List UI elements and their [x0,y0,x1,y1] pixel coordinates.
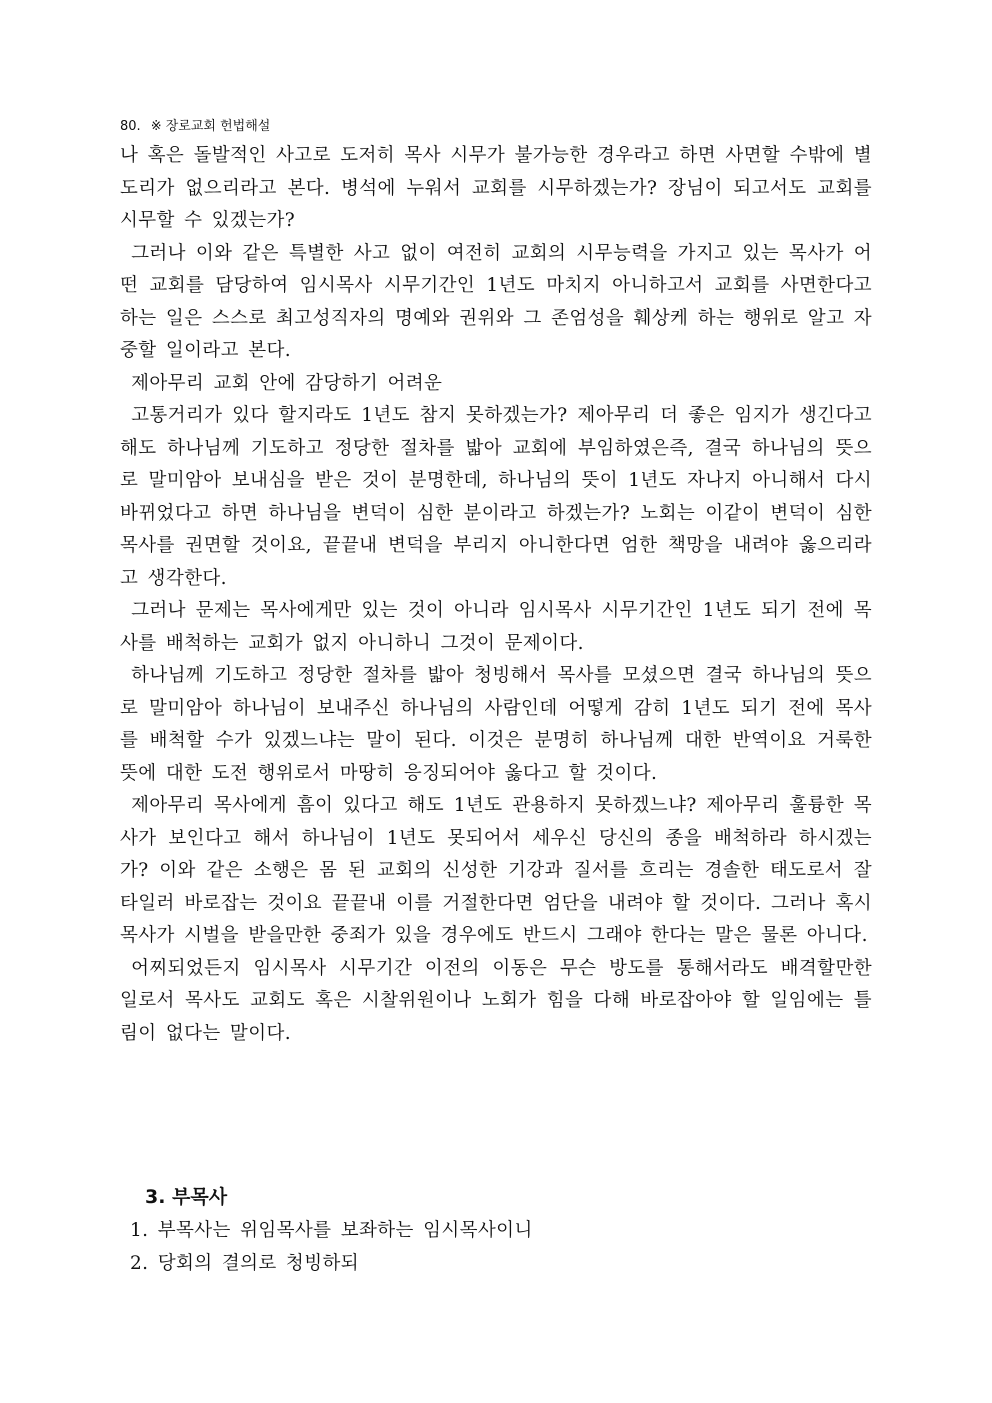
running-header [120,118,270,136]
paragraph-4: 고통거리가 있다 할지라도 1년도 참지 못하겠는가? 제아무리 더 좋은 임지가 생긴다고 해도 하나님께 기도하고 정당한 절차를 밟아 교회에 부임하였은즉, 결국 하나님의 뜻으로 말미암아 보내심을 받은 것이 분명한데, 하나님의 뜻이 1년도 자나지 아니해서 다시 바뀌었다고 하면 하나님을 변덕이 심한 분이라고 하겠는가? 노회는 이같이 변덕이 심한 목사를 권면할 것이요, 끝끝내 변덕을 부리지 아니한다면 엄한 책망을 내려야 옳으리라고 생각한다. [120,405,872,589]
paragraph-5: 그러나 문제는 목사에게만 있는 것이 아니라 임시목사 시무기간인 1년도 되기 전에 목사를 배척하는 교회가 없지 아니하니 그것이 문제이다. [120,600,872,654]
section-list [130,1215,870,1280]
paragraph-2: 그러나 이와 같은 특별한 사고 없이 여전히 교회의 시무능력을 가지고 있는 목사가 어떤 교회를 담당하여 임시목사 시무기간인 1년도 마치지 아니하고서 교회를 사면한다고 하는 일은 스스로 최고성직자의 명예와 권위와 그 존엄성을 훼상케 하는 행위로 알고 자중할 일이라고 본다. [120,242,872,361]
paragraph-6: 하나님께 기도하고 정당한 절차를 밟아 청빙해서 목사를 모셨으면 결국 하나님의 뜻으로 말미암아 하나님이 보내주신 하나님의 사람인데 어떻게 감히 1년도 되기 전에 목사를 배척할 수가 있겠느냐는 말이 된다. 이것은 분명히 하나님께 대한 반역이요 거룩한 뜻에 대한 도전 행위로서 마땅히 응징되어야 옳다고 할 것이다. [120,665,872,784]
header-title: ※ 장로교회 헌법해설 [150,119,271,134]
section-item-1: 1. 부목사는 위임목사를 보좌하는 임시목사이니 [130,1220,533,1241]
paragraph-8: 어찌되었든지 임시목사 시무기간 이전의 이동은 무슨 방도를 통해서라도 배격할만한 일로서 목사도 교회도 혹은 시찰위원이나 노회가 힘을 다해 바로잡아야 할 일임에는 틀림이 없다는 말이다. [120,957,872,1044]
section-heading: 3. 부목사 [145,1186,228,1208]
paragraph-7: 제아무리 목사에게 흠이 있다고 해도 1년도 관용하지 못하겠느냐? 제아무리 훌륭한 목사가 보인다고 해서 하나님이 1년도 못되어서 세우신 당신의 종을 배척하라 하시겠는가? 이와 같은 소행은 몸 된 교회의 신성한 기강과 질서를 흐리는 경솔한 태도로서 잘 타일러 바로잡는 것이요 끝끝내 이를 거절한다면 엄단을 내려야 할 것이다. 그러나 혹시 목사가 시벌을 받을만한 중죄가 있을 경우에도 반드시 그래야 한다는 말은 물론 아니다. [120,795,872,946]
page-number: 80. [120,119,141,134]
body-text [120,140,872,1050]
section-item-2: 2. 당회의 결의로 청빙하되 [130,1252,360,1274]
paragraph-3: 제아무리 교회 안에 감당하기 어려운 [131,372,443,394]
paragraph-1: 나 혹은 돌발적인 사고로 도저히 목사 시무가 불가능한 경우라고 하면 사면할 수밖에 별 도리가 없으리라고 본다. 병석에 누워서 교회를 시무하겠는가? 장님이 되고서도 교회를 시무할 수 있겠는가? [120,145,872,231]
